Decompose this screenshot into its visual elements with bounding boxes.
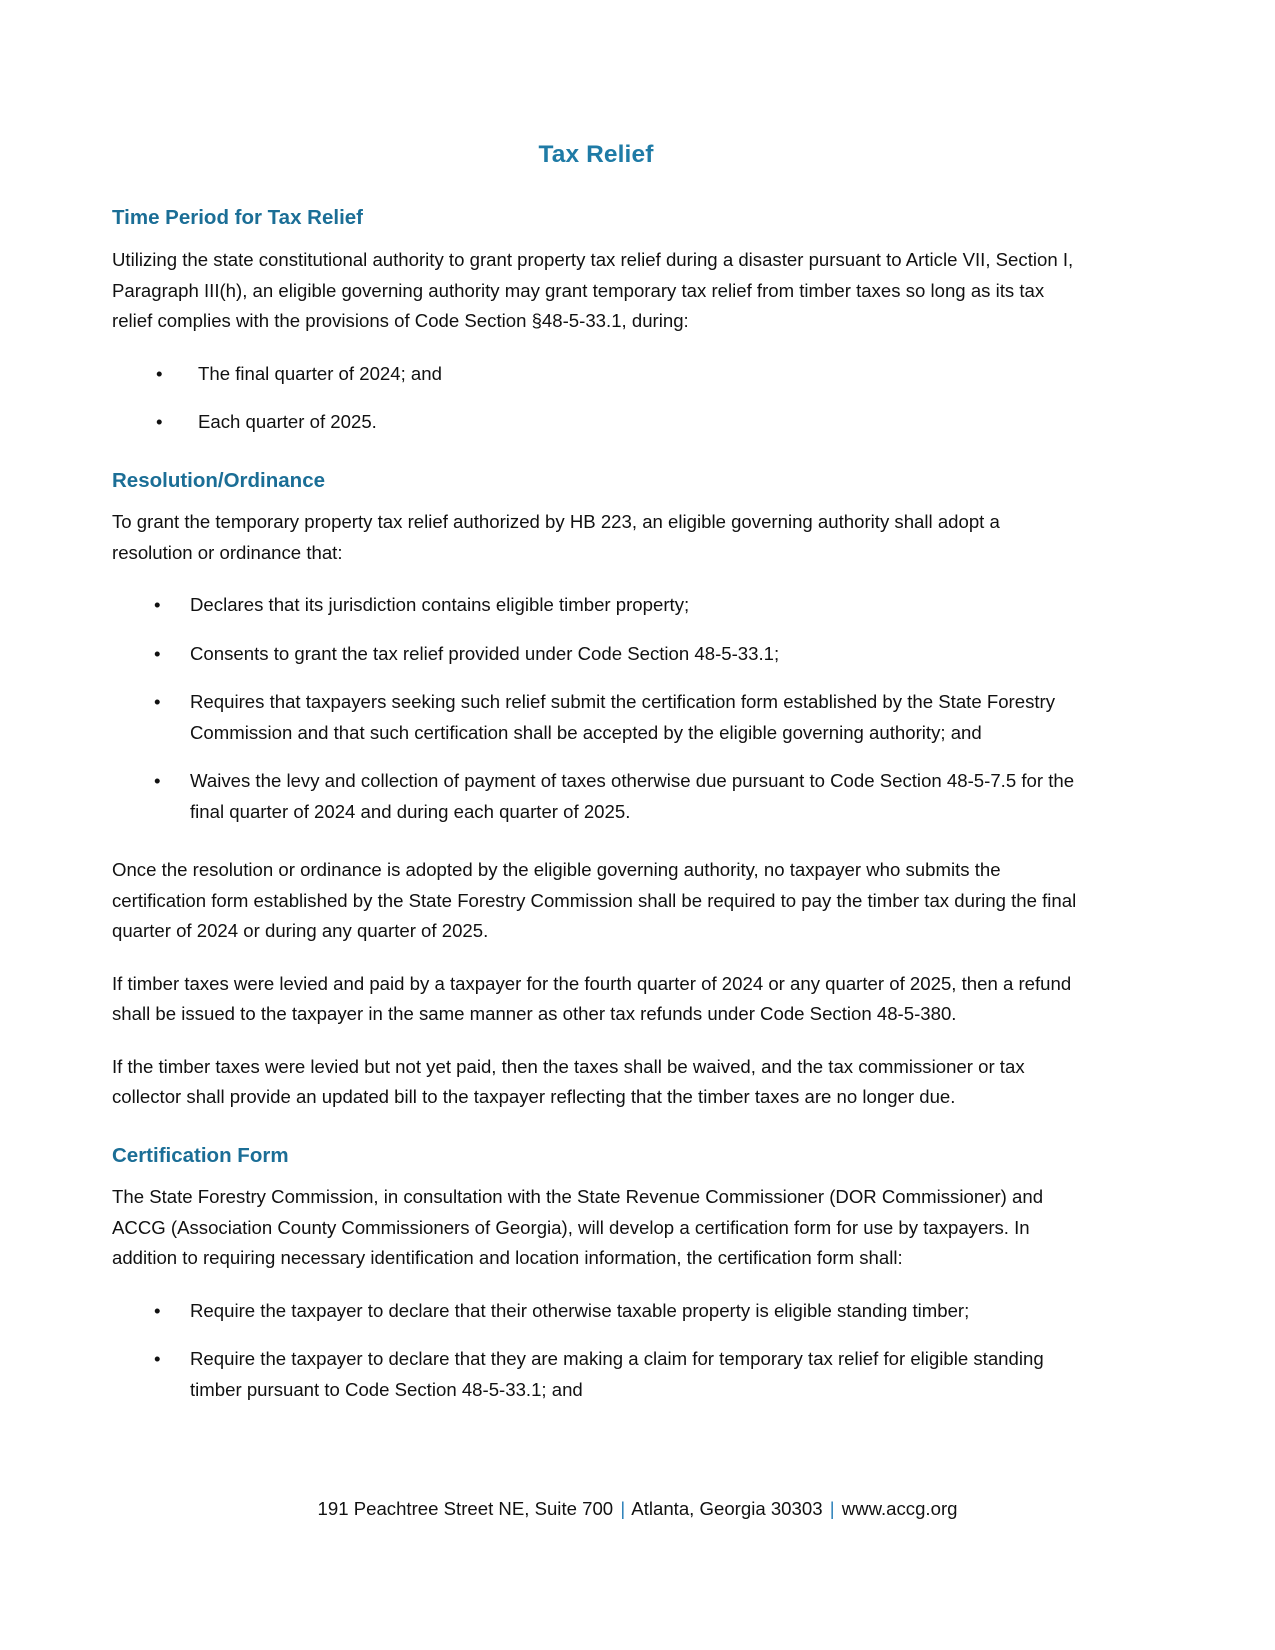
bullet-icon: • bbox=[154, 1299, 161, 1321]
list-item bbox=[112, 590, 1080, 621]
bullet-icon: • bbox=[154, 594, 161, 616]
paragraph-certification-intro: The State Forestry Commission, in consultation with the State Revenue Commissioner (DOR Commissioner) and ACCG (Association County Commissioners of Georgia), will develop a certification form for use by taxpayers. In addition to requiring necessary identification and location information, the certification form shall: bbox=[112, 1186, 1044, 1269]
bullet-list-resolution bbox=[112, 590, 1080, 827]
page-footer bbox=[0, 1496, 1275, 1522]
list-item bbox=[112, 766, 1080, 827]
list-item bbox=[112, 687, 1080, 748]
list-item bbox=[112, 359, 1080, 390]
bullet-icon: • bbox=[154, 642, 161, 664]
paragraph-resolution-adopted: Once the resolution or ordinance is adopted by the eligible governing authority, no taxpayer who submits the certification form established by the State Forestry Commission shall be required to pay the timber tax during the final quarter of 2024 or during any quarter of 2025. bbox=[112, 859, 1077, 942]
paragraph-waived: If the timber taxes were levied but not yet paid, then the taxes shall be waived, and the tax commissioner or tax collector shall provide an updated bill to the taxpayer reflecting that the timber taxes are no longer due. bbox=[112, 1055, 1025, 1108]
footer-city-state-zip: Atlanta, Georgia 30303 bbox=[631, 1498, 823, 1519]
list-item-text: Require the taxpayer to declare that their otherwise taxable property is eligible standing timber; bbox=[190, 1299, 970, 1321]
list-item-text: Each quarter of 2025. bbox=[198, 411, 377, 433]
list-item-text: Consents to grant the tax relief provided under Code Section 48-5-33.1; bbox=[190, 642, 780, 664]
bullet-icon: • bbox=[156, 411, 163, 433]
list-item-text: The final quarter of 2024; and bbox=[198, 362, 442, 384]
list-item-text: Requires that taxpayers seeking such relief submit the certification form established by the State Forestry Commission and that such certification shall be accepted by the eligible governing authority; and bbox=[190, 691, 1056, 743]
list-item-text: Require the taxpayer to declare that they are making a claim for temporary tax relief for eligible standing timber pursuant to Code Section 48-5-33.1; and bbox=[190, 1348, 1044, 1400]
list-item bbox=[112, 407, 1080, 438]
spacer bbox=[112, 845, 1080, 855]
section-heading-resolution-ordinance: Resolution/Ordinance bbox=[112, 468, 325, 492]
footer-separator: | bbox=[620, 1498, 626, 1519]
list-item-text: Declares that its jurisdiction contains eligible timber property; bbox=[190, 594, 690, 616]
list-item bbox=[112, 1344, 1080, 1405]
footer-separator: | bbox=[829, 1498, 835, 1519]
bullet-icon: • bbox=[154, 1348, 161, 1370]
paragraph-time-period-intro: Utilizing the state constitutional authority to grant property tax relief during a disaster pursuant to Article VII, Section I, Paragraph III(h), an eligible governing authority may grant temporary tax relief from timber taxes so long as its tax relief complies with the provisions of Code Section §48-5-33.1, during: bbox=[112, 249, 1074, 332]
bullet-icon: • bbox=[156, 362, 163, 384]
section-heading-certification-form: Certification Form bbox=[112, 1143, 289, 1167]
footer-website: www.accg.org bbox=[841, 1498, 958, 1519]
paragraph-refund: If timber taxes were levied and paid by a taxpayer for the fourth quarter of 2024 or any quarter of 2025, then a refund shall be issued to the taxpayer in the same manner as other tax refunds under Code Section 48-5-380. bbox=[112, 972, 1072, 1025]
list-item bbox=[112, 639, 1080, 670]
bullet-list-time-period bbox=[112, 359, 1080, 438]
paragraph-resolution-intro: To grant the temporary property tax relief authorized by HB 223, an eligible governing authority shall adopt a resolution or ordinance that: bbox=[112, 511, 1000, 563]
page-title: Tax Relief bbox=[538, 141, 654, 168]
section-heading-time-period: Time Period for Tax Relief bbox=[112, 206, 364, 230]
list-item-text: Waives the levy and collection of payment of taxes otherwise due pursuant to Code Section 48-5-7.5 for the final quarter of 2024 and during each quarter of 2025. bbox=[190, 770, 1075, 822]
bullet-icon: • bbox=[154, 691, 161, 713]
bullet-icon: • bbox=[154, 770, 161, 792]
document-content bbox=[112, 140, 1080, 1423]
bullet-list-certification bbox=[112, 1296, 1080, 1406]
footer-address: 191 Peachtree Street NE, Suite 700 bbox=[317, 1498, 614, 1519]
list-item bbox=[112, 1296, 1080, 1327]
